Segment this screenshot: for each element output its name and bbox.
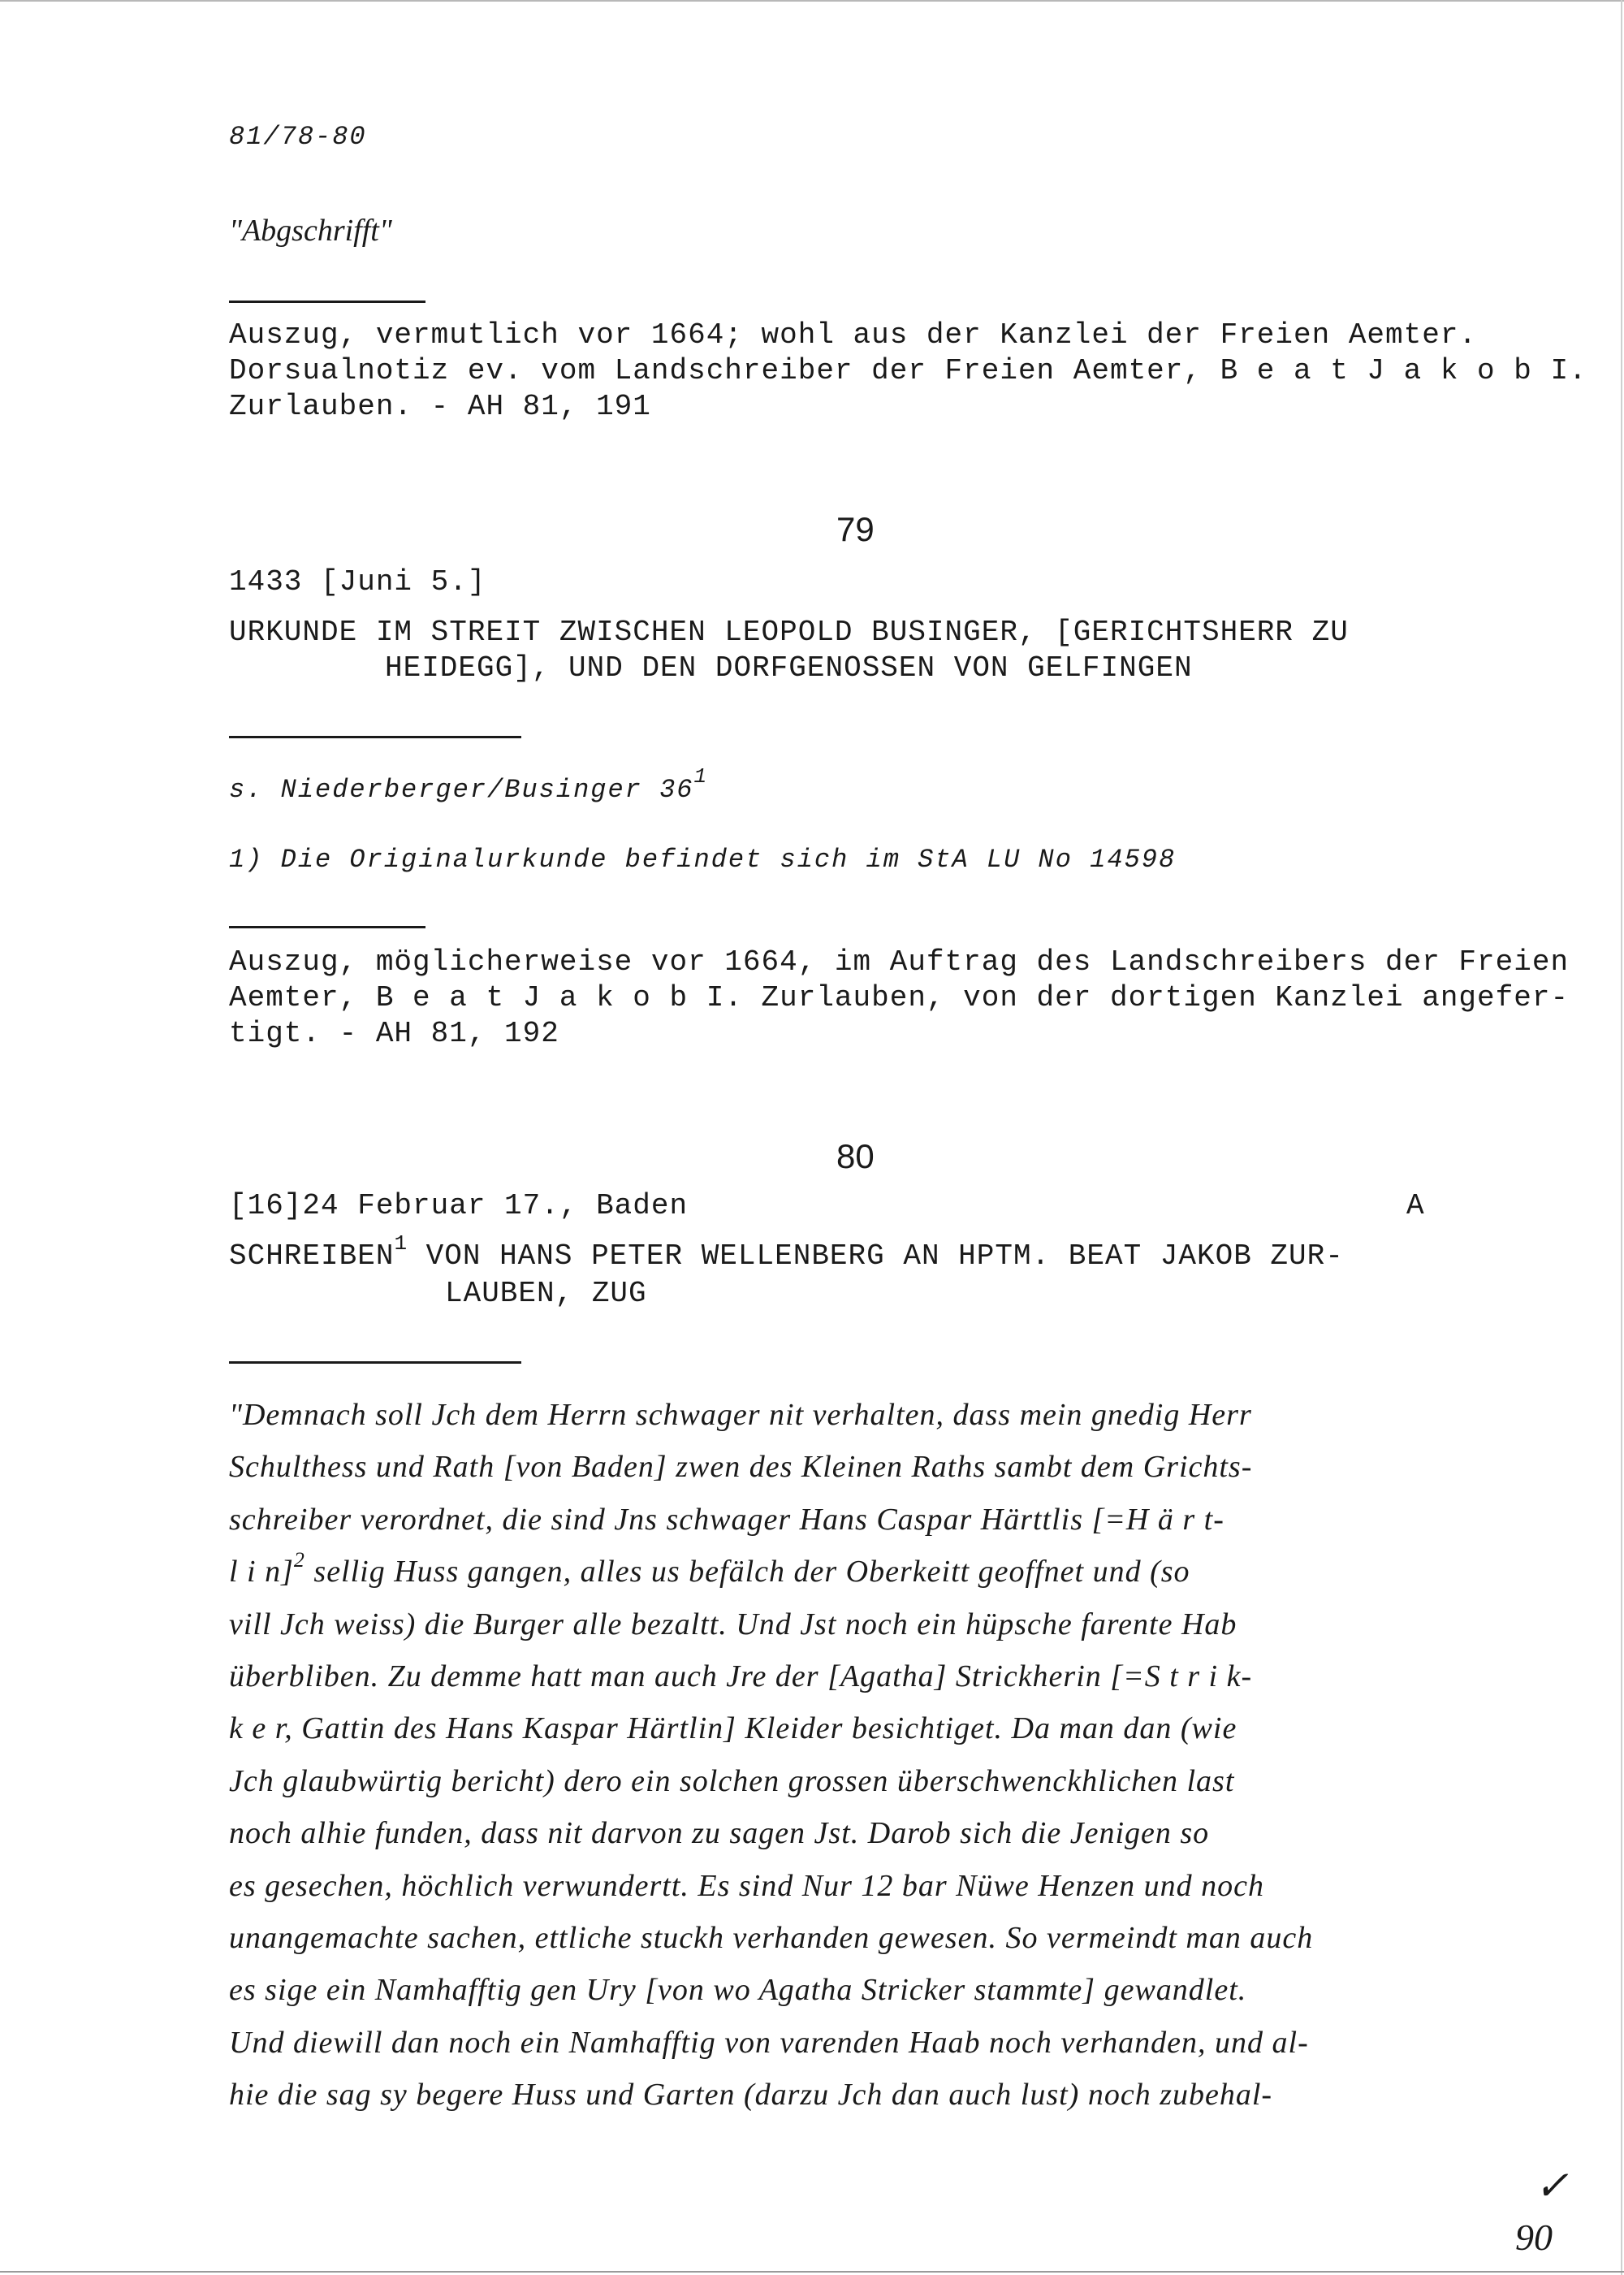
note-line: Dorsualnotiz ev. vom Landschreiber der Freien Aemter, B e a t J a k o b I. <box>229 354 1587 387</box>
reference-text: s. Niederberger/Businger 36 <box>229 775 694 805</box>
section-divider <box>229 1361 521 1364</box>
entry-number-79: 79 <box>836 510 875 548</box>
body-line: "Demnach soll Jch dem Herrn schwager nit verhalten, dass mein gnedig Herr <box>229 1398 1252 1432</box>
body-line: Und diewill dan noch ein Namhafftig von varenden Haab noch verhanden, und al- <box>229 2025 1309 2060</box>
scan-border-top <box>0 0 1624 2</box>
note-line: Auszug, vermutlich vor 1664; wohl aus der Kanzlei der Freien Aemter. <box>229 318 1478 352</box>
body-line: noch alhie funden, dass nit darvon zu sagen Jst. Darob sich die Jenigen so <box>229 1816 1210 1851</box>
body-line: vill Jch weiss) die Burger alle bezaltt. Und Jst noch ein hüpsche farente Hab <box>229 1607 1237 1641</box>
entry-79-date: 1433 [Juni 5.] <box>229 565 486 599</box>
check-mark-icon: ✓ <box>1535 2163 1569 2208</box>
note-line: Auszug, möglicherweise vor 1664, im Auftrag des Landschreibers der Freien <box>229 945 1570 979</box>
body-line-rest: sellig Huss gangen, alles us befälch der Oberkeitt geoffnet und (so <box>313 1555 1190 1589</box>
body-line-start: l i n] <box>229 1555 294 1589</box>
section-divider <box>229 301 425 303</box>
entry-79-title-line-2: HEIDEGG], UND DEN DORFGENOSSEN VON GELFINGEN <box>385 651 1193 685</box>
entry-80-date: [16]24 Februar 17., Baden <box>229 1189 689 1222</box>
body-line: Schulthess und Rath [von Baden] zwen des Kleinen Raths sambt dem Grichts- <box>229 1450 1253 1485</box>
body-line: schreiber verordnet, die sind Jns schwager Hans Caspar Härttlis [=H ä r t- <box>229 1502 1224 1537</box>
document-reference: 81/78-80 <box>229 122 367 152</box>
entry-79-title-line-1: URKUNDE IM STREIT ZWISCHEN LEOPOLD BUSINGER, [GERICHTSHERR ZU <box>229 616 1349 649</box>
note-line: Zurlauben. - AH 81, 191 <box>229 390 651 423</box>
body-line: es gesechen, höchlich verwundertt. Es sind Nur 12 bar Nüwe Henzen und noch <box>229 1868 1265 1903</box>
footnote-marker: 1 <box>394 1231 408 1256</box>
body-line: überbliben. Zu demme hatt man auch Jre der [Agatha] Strickherin [=S t r i k- <box>229 1659 1253 1693</box>
section-divider <box>229 926 425 928</box>
body-line: unangemachte sachen, ettliche stuckh verhanden gewesen. So vermeindt man auch <box>229 1920 1314 1955</box>
section-divider <box>229 736 521 738</box>
title-rest: VON HANS PETER WELLENBERG AN HPTM. BEAT JAKOB ZUR- <box>408 1239 1344 1273</box>
entry-80-title-line-2: LAUBEN, ZUG <box>445 1277 647 1310</box>
entry-80-marker: A <box>1406 1189 1425 1222</box>
body-line: k e r, Gattin des Hans Kaspar Härtlin] Kleider besichtiget. Da man dan (wie <box>229 1711 1237 1746</box>
source-note-78 <box>229 318 1587 426</box>
entry-79-footnote: 1) Die Originalurkunde befindet sich im StA LU No 14598 <box>229 845 1177 875</box>
body-line: Jch glaubwürtig bericht) dero ein solchen grossen überschwenckhlichen last <box>229 1763 1235 1798</box>
note-line: Aemter, B e a t J a k o b I. Zurlauben, von der dortigen Kanzlei angefer- <box>229 981 1570 1014</box>
note-line: tigt. - AH 81, 192 <box>229 1017 559 1050</box>
scan-border-right <box>1621 0 1622 2275</box>
entry-80-title-line-1 <box>229 1231 1344 1273</box>
entry-79-reference <box>229 764 709 805</box>
entry-number-80: 80 <box>836 1137 875 1175</box>
footnote-marker: 2 <box>293 1548 305 1572</box>
body-line: es sige ein Namhafftig gen Ury [von wo Agatha Stricker stammte] gewandlet. <box>229 1973 1247 2008</box>
body-line: hie die sag sy begere Huss und Garten (darzu Jch dan auch lust) noch zubehal- <box>229 2078 1273 2113</box>
letter-body <box>229 1397 1313 2129</box>
page-number: 90 <box>1515 2217 1553 2258</box>
footnote-marker: 1 <box>693 764 709 789</box>
body-line <box>229 1548 1313 1606</box>
handwritten-title: "Abgschrifft" <box>229 214 392 248</box>
title-word: SCHREIBEN <box>229 1239 395 1273</box>
source-note-79 <box>229 945 1569 1053</box>
scan-border-bottom <box>0 2271 1624 2273</box>
